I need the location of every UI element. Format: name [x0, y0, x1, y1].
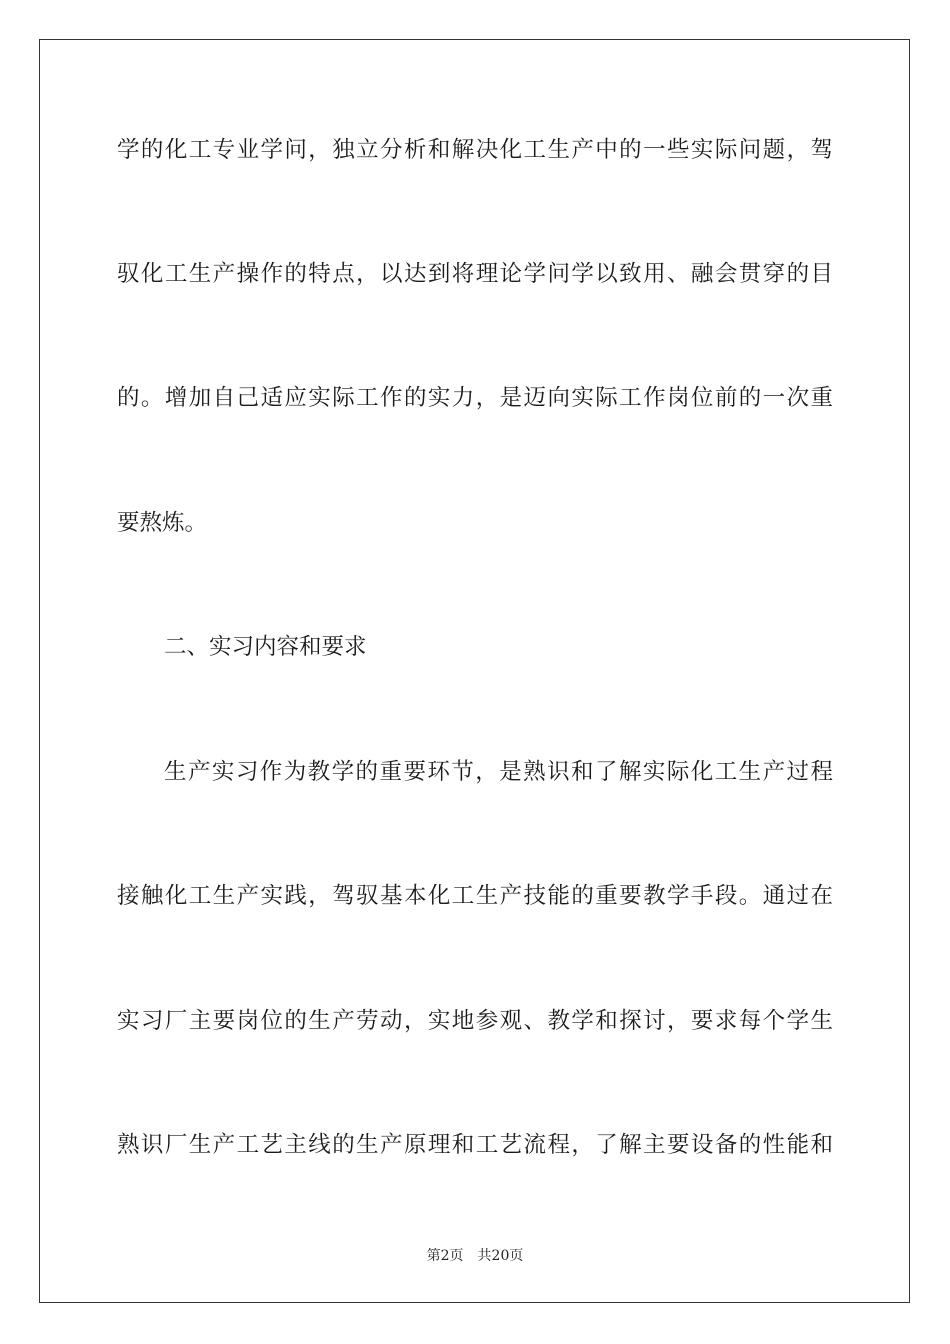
body-text-line: 驭化工生产操作的特点，以达到将理论学问学以致用、融会贯穿的目 — [117, 261, 833, 287]
page-footer — [0, 1247, 950, 1265]
page-number: 第2页 — [426, 1248, 464, 1264]
body-text-line: 学的化工专业学问，独立分析和解决化工生产中的一些实际问题，驾 — [117, 137, 833, 163]
body-text-line: 要熬炼。 — [117, 510, 208, 536]
body-text-line: 实习厂主要岗位的生产劳动，实地参观、教学和探讨，要求每个学生 — [117, 1008, 833, 1034]
page-total: 共20页 — [477, 1248, 524, 1264]
body-text-line: 生产实习作为教学的重要环节，是熟识和了解实际化工生产过程 — [164, 759, 833, 785]
page-border — [39, 39, 910, 1303]
body-text-line: 接触化工生产实践，驾驭基本化工生产技能的重要教学手段。通过在 — [117, 883, 833, 909]
body-text-line: 熟识厂生产工艺主线的生产原理和工艺流程，了解主要设备的性能和 — [117, 1132, 833, 1158]
body-text-line: 的。增加自己适应实际工作的实力，是迈向实际工作岗位前的一次重 — [117, 385, 833, 411]
section-heading: 二、实习内容和要求 — [164, 634, 367, 660]
